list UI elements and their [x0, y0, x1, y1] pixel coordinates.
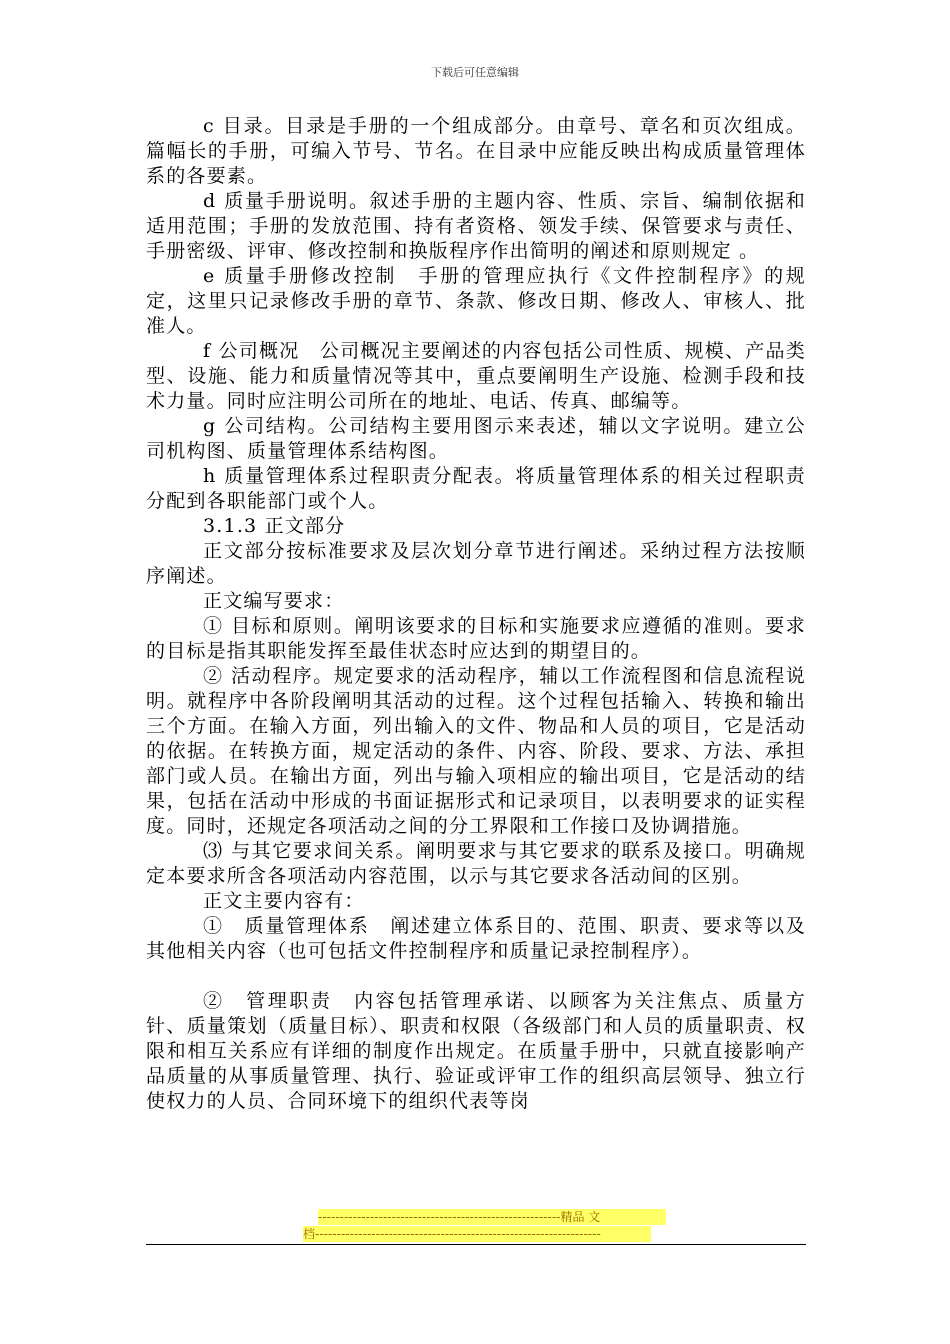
paragraph-writing-requirements: 正文编写要求：: [203, 590, 345, 612]
paragraph-body-intro: 正文部分按标准要求及层次划分章节进行阐述。采纳过程方法按顺序阐述。: [146, 540, 806, 587]
paragraph-goals-principles: ① 目标和原则。阐明该要求的目标和实施要求应遵循的准则。要求的目标是指其职能发挥至最佳状态时应达到的期望目的。: [146, 615, 806, 662]
paragraph-company-structure: g 公司结构。公司结构主要用图示来表述，辅以文字说明。建立公司机构图、质量管理体系结构图。: [146, 415, 806, 462]
footer-divider: [146, 1244, 806, 1245]
paragraph-qms: ① 质量管理体系 阐述建立体系目的、范围、职责、要求等以及其他相关内容（也可包括文件控制程序和质量记录控制程序）。: [146, 915, 806, 962]
paragraph-management-responsibility: ② 管理职责 内容包括管理承诺、以顾客为关注焦点、质量方针、质量策划（质量目标）、职责和权限（各级部门和人员的质量职责、权限和相互关系应有详细的制度作出规定。在质量手册中，只就直接影响产品质量的从事质量管理、执行、验证或评审工作的组织高层领导、独立行使权力的人员、合同环境下的组织代表等岗: [146, 990, 806, 1112]
paragraph-revision-control: e 质量手册修改控制 手册的管理应执行《文件控制程序》的规定，这里只记录修改手册的章节、条款、修改日期、修改人、审核人、批准人。: [146, 265, 806, 337]
paragraph-responsibility-table: h 质量管理体系过程职责分配表。将质量管理体系的相关过程职责分配到各职能部门或个人。: [146, 465, 806, 512]
page-header: 下载后可任意编辑: [431, 66, 519, 79]
paragraph-relations: ⑶ 与其它要求间关系。阐明要求与其它要求的联系及接口。明确规定本要求所含各项活动内容范围，以示与其它要求各活动间的区别。: [146, 840, 806, 887]
section-heading: 3.1.3 正文部分: [203, 515, 346, 537]
paragraph-main-contents: 正文主要内容有：: [203, 890, 365, 912]
footer-watermark-line-2: 档------------------------------------------------------------------: [303, 1226, 651, 1242]
document-body: [146, 114, 806, 1114]
footer-watermark-line-1: --------------------------------------------------------精品 文: [318, 1209, 666, 1225]
paragraph-company-overview: f 公司概况 公司概况主要阐述的内容包括公司性质、规模、产品类型、设施、能力和质量情况等其中，重点要阐明生产设施、检测手段和技术力量。同时应注明公司所在的地址、电话、传真、邮编等。: [146, 340, 806, 412]
paragraph-activity-procedure: ② 活动程序。规定要求的活动程序，辅以工作流程图和信息流程说明。就程序中各阶段阐明其活动的过程。这个过程包括输入、转换和输出三个方面。在输入方面，列出输入的文件、物品和人员的项目，它是活动的依据。在转换方面，规定活动的条件、内容、阶段、要求、方法、承担部门或人员。在输出方面，列出与输入项相应的输出项目，它是活动的结果，包括在活动中形成的书面证据形式和记录项目，以表明要求的证实程度。同时，还规定各项活动之间的分工界限和工作接口及协调措施。: [146, 665, 806, 837]
paragraph-toc: c 目录。目录是手册的一个组成部分。由章号、章名和页次组成。篇幅长的手册，可编入节号、节名。在目录中应能反映出构成质量管理体系的各要素。: [146, 115, 806, 187]
paragraph-manual-description: d 质量手册说明。叙述手册的主题内容、性质、宗旨、编制依据和适用范围；手册的发放范围、持有者资格、领发手续、保管要求与责任、手册密级、评审、修改控制和换版程序作出简明的阐述和原则规定 。: [146, 190, 806, 262]
